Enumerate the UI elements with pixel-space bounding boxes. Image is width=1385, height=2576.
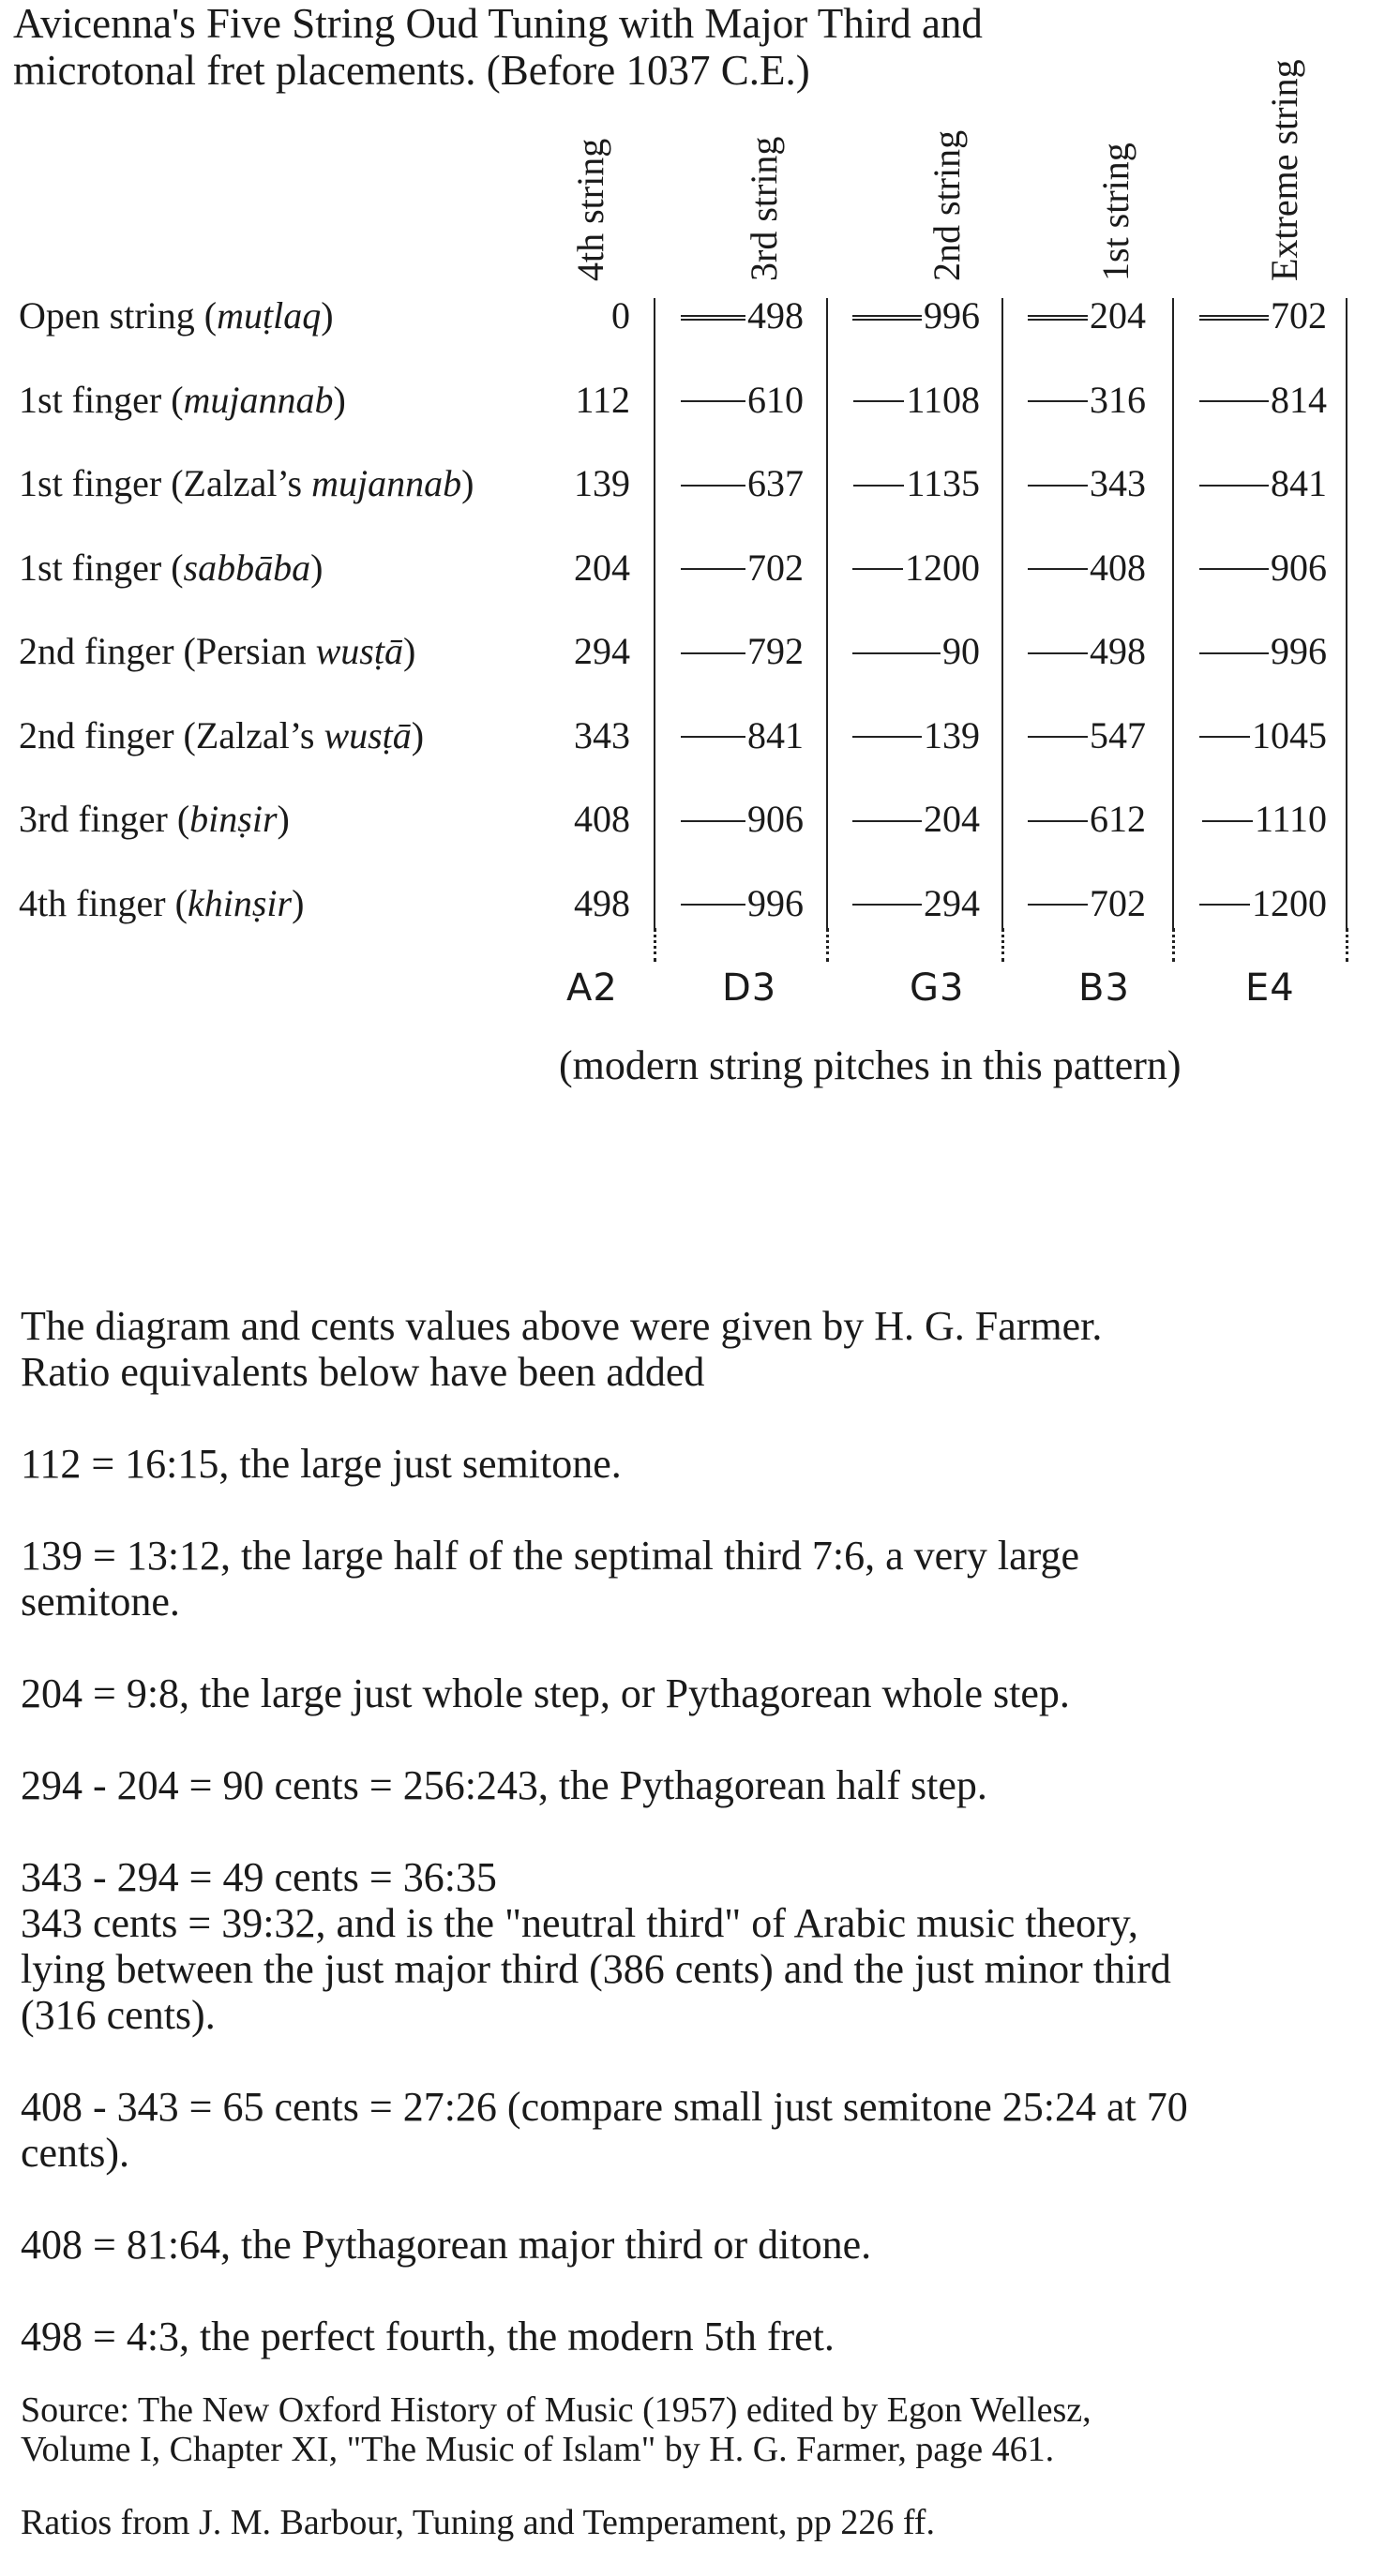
cents-value: 498 bbox=[574, 881, 630, 924]
fret-marker bbox=[852, 652, 941, 654]
cents-value: 90 bbox=[849, 631, 980, 672]
cents-value: 1110 bbox=[1196, 799, 1327, 840]
cents-value: 343 bbox=[1024, 463, 1146, 504]
fret-marker bbox=[1199, 652, 1269, 654]
cents-value: 204 bbox=[849, 799, 980, 840]
fret-marker bbox=[681, 568, 745, 570]
string-header: Extreme string bbox=[1263, 59, 1305, 281]
cents-value: 1045 bbox=[1196, 715, 1327, 756]
cents-value: 204 bbox=[574, 546, 630, 589]
cents-value: 637 bbox=[677, 463, 804, 504]
fret-marker bbox=[852, 820, 922, 822]
cents-value: 343 bbox=[574, 713, 630, 756]
cents-value: 702 bbox=[1196, 295, 1327, 337]
finger-position-label: 1st finger (sabbāba) bbox=[19, 546, 324, 589]
note-paragraph: 343 - 294 = 49 cents = 36:35 343 cents = 39:32, and is the "neutral third" of Arabic music theory, lying between the just major third (386 cents) and the just minor third (316 cents). bbox=[21, 1854, 1171, 2038]
string-line-continuation bbox=[826, 928, 829, 962]
fret-marker bbox=[1028, 315, 1088, 321]
fret-marker bbox=[1199, 315, 1269, 321]
fret-marker bbox=[681, 485, 745, 487]
cents-value: 1200 bbox=[1196, 883, 1327, 924]
cents-value: 204 bbox=[1024, 295, 1146, 337]
source-citation: Ratios from J. M. Barbour, Tuning and Temperament, pp 226 ff. bbox=[21, 2503, 935, 2542]
fret-marker bbox=[1199, 568, 1269, 570]
cents-value: 702 bbox=[677, 547, 804, 589]
string-line bbox=[1001, 298, 1003, 928]
fret-marker bbox=[681, 400, 745, 402]
note-paragraph: 112 = 16:15, the large just semitone. bbox=[21, 1441, 622, 1487]
string-line bbox=[826, 298, 828, 928]
string-line bbox=[1346, 298, 1347, 928]
fret-marker bbox=[1028, 820, 1088, 822]
fret-marker bbox=[1199, 485, 1269, 487]
finger-position-label: 3rd finger (binṣir) bbox=[19, 798, 290, 840]
fret-marker bbox=[852, 568, 903, 570]
fret-marker bbox=[1028, 568, 1088, 570]
note-paragraph: The diagram and cents values above were given by H. G. Farmer. Ratio equivalents below have been added bbox=[21, 1303, 1103, 1395]
cents-value: 294 bbox=[574, 630, 630, 672]
cents-value: 498 bbox=[677, 295, 804, 337]
string-line-continuation bbox=[654, 928, 656, 962]
note-paragraph: 139 = 13:12, the large half of the septimal third 7:6, a very large semitone. bbox=[21, 1533, 1080, 1625]
fret-marker bbox=[1028, 652, 1088, 654]
fret-marker bbox=[1199, 904, 1250, 906]
string-pitch-label: B3 bbox=[1078, 966, 1130, 1010]
string-line bbox=[1172, 298, 1174, 928]
cents-value: 996 bbox=[1196, 631, 1327, 672]
page-title: Avicenna's Five String Oud Tuning with Major Third and microtonal fret placements. (Before 1037 C.E.) bbox=[13, 0, 983, 94]
fret-marker bbox=[1028, 736, 1088, 738]
finger-position-label: 1st finger (Zalzal’s mujannab) bbox=[19, 462, 474, 504]
cents-value: 1108 bbox=[849, 380, 980, 421]
fret-marker bbox=[1028, 485, 1088, 487]
note-paragraph: 294 - 204 = 90 cents = 256:243, the Pythagorean half step. bbox=[21, 1762, 987, 1808]
cents-value: 996 bbox=[849, 295, 980, 337]
cents-value: 612 bbox=[1024, 799, 1146, 840]
string-header: 1st string bbox=[1094, 142, 1137, 281]
string-pitch-label: A2 bbox=[566, 966, 618, 1010]
cents-value: 112 bbox=[575, 378, 630, 421]
finger-position-label: 2nd finger (Zalzal’s wusṭā) bbox=[19, 713, 425, 756]
cents-value: 294 bbox=[849, 883, 980, 924]
fret-marker bbox=[1028, 904, 1088, 906]
finger-position-label: 4th finger (khinṣir) bbox=[19, 881, 305, 924]
cents-value: 139 bbox=[849, 715, 980, 756]
string-line-continuation bbox=[1172, 928, 1175, 962]
string-header: 3rd string bbox=[743, 136, 785, 281]
cents-value: 498 bbox=[1024, 631, 1146, 672]
cents-value: 610 bbox=[677, 380, 804, 421]
cents-value: 316 bbox=[1024, 380, 1146, 421]
fret-marker bbox=[681, 904, 745, 906]
sources bbox=[21, 2390, 1352, 2576]
string-header: 2nd string bbox=[926, 129, 968, 281]
fret-marker bbox=[852, 904, 922, 906]
fret-marker bbox=[853, 400, 904, 402]
note-paragraph: 408 = 81:64, the Pythagorean major third or ditone. bbox=[21, 2222, 872, 2268]
source-citation: Source: The New Oxford History of Music (1957) edited by Egon Wellesz, Volume I, Chapter XI, "The Music of Islam" by H. G. Farmer, page 461. bbox=[21, 2390, 1091, 2469]
note-paragraph: 408 - 343 = 65 cents = 27:26 (compare small just semitone 25:24 at 70 cents). bbox=[21, 2084, 1188, 2176]
cents-value: 1200 bbox=[849, 547, 980, 589]
string-pitch-label: G3 bbox=[910, 966, 965, 1010]
finger-position-label: 1st finger (mujannab) bbox=[19, 378, 346, 421]
cents-value: 408 bbox=[1024, 547, 1146, 589]
fret-marker bbox=[681, 820, 745, 822]
fret-marker bbox=[1202, 820, 1253, 822]
note-paragraph: 204 = 9:8, the large just whole step, or Pythagorean whole step. bbox=[21, 1670, 1070, 1716]
fret-marker bbox=[681, 315, 745, 321]
finger-position-label: Open string (muṭlaq) bbox=[19, 294, 334, 337]
pitch-caption: (modern string pitches in this pattern) bbox=[559, 1042, 1182, 1088]
string-line-continuation bbox=[1346, 928, 1348, 962]
cents-value: 841 bbox=[677, 715, 804, 756]
fret-marker bbox=[681, 736, 745, 738]
fret-marker bbox=[852, 315, 922, 321]
string-pitch-label: D3 bbox=[722, 966, 777, 1010]
cents-value: 408 bbox=[574, 798, 630, 840]
cents-value: 547 bbox=[1024, 715, 1146, 756]
finger-position-label: 2nd finger (Persian wusṭā) bbox=[19, 630, 416, 672]
cents-value: 906 bbox=[1196, 547, 1327, 589]
cents-value: 0 bbox=[611, 294, 630, 337]
cents-value: 906 bbox=[677, 799, 804, 840]
string-line-continuation bbox=[1001, 928, 1004, 962]
string-header: 4th string bbox=[569, 138, 611, 281]
fret-marker bbox=[1028, 400, 1088, 402]
fret-marker bbox=[852, 736, 922, 738]
fret-marker bbox=[853, 485, 904, 487]
cents-value: 139 bbox=[574, 462, 630, 504]
string-pitch-label: E4 bbox=[1245, 966, 1295, 1010]
cents-value: 1135 bbox=[849, 463, 980, 504]
cents-value: 814 bbox=[1196, 380, 1327, 421]
cents-value: 702 bbox=[1024, 883, 1146, 924]
cents-value: 792 bbox=[677, 631, 804, 672]
note-paragraph: 498 = 4:3, the perfect fourth, the modern 5th fret. bbox=[21, 2314, 835, 2359]
ratio-notes bbox=[21, 1303, 1352, 2405]
fret-marker bbox=[681, 652, 745, 654]
fret-marker bbox=[1199, 736, 1250, 738]
fret-marker bbox=[1199, 400, 1269, 402]
string-line bbox=[654, 298, 655, 928]
cents-value: 841 bbox=[1196, 463, 1327, 504]
cents-value: 996 bbox=[677, 883, 804, 924]
